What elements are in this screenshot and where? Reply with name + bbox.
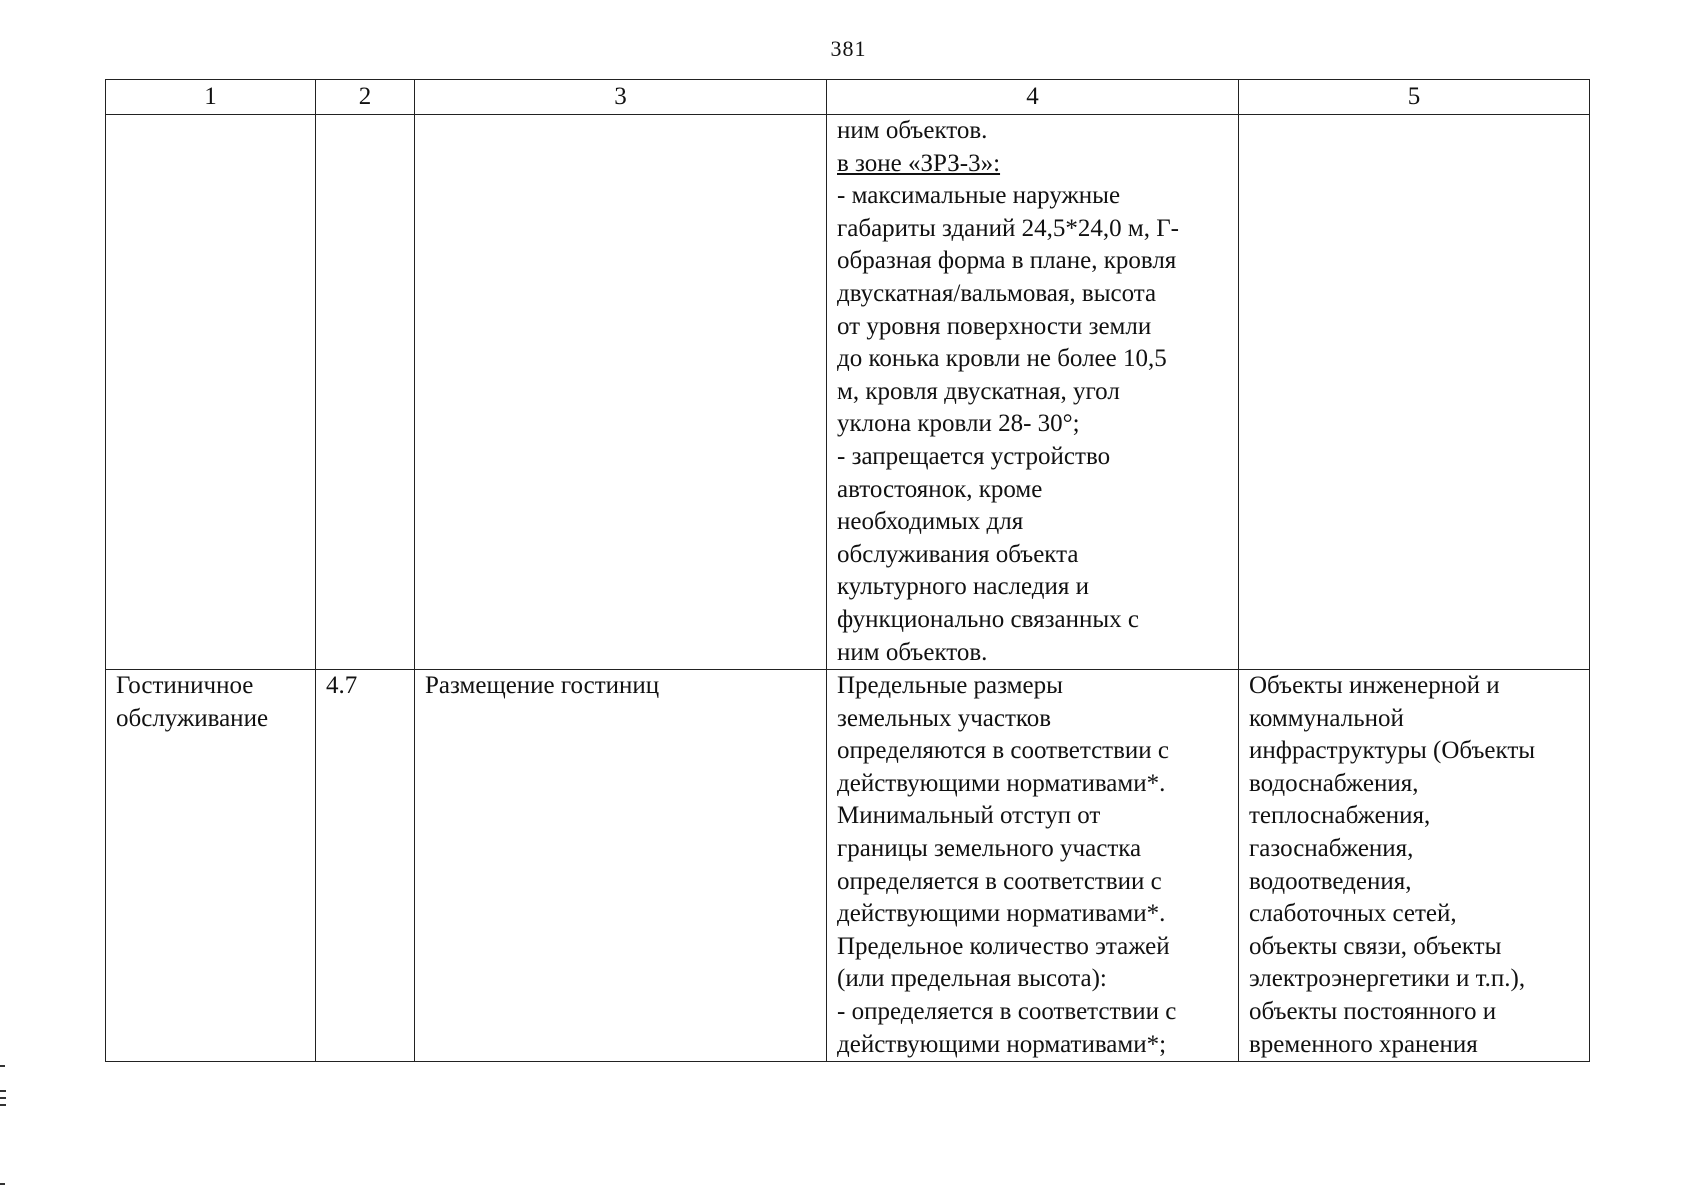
text-line: действующими нормативами*. (837, 769, 1166, 797)
column-header-2: 2 (316, 80, 415, 115)
auxiliary-uses-cell (1239, 670, 1590, 1062)
text-line: габариты зданий 24,5*24,0 м, Г- (837, 214, 1179, 242)
text-line: коммунальной (1249, 704, 1404, 732)
text-line: уклона кровли 28- 30°; (837, 410, 1080, 438)
text-line: земельных участков (837, 704, 1052, 732)
text-line: водоснабжения, (1249, 769, 1419, 797)
column-header-1: 1 (106, 80, 316, 115)
text-line: водоотведения, (1249, 867, 1412, 895)
text-line: временного хранения (1249, 1030, 1478, 1058)
text-line: границы земельного участка (837, 835, 1142, 863)
text-line: автостоянок, кроме (837, 475, 1043, 503)
text-line: определяется в соответствии с (837, 867, 1162, 895)
row1-col3-cell (415, 115, 827, 670)
column-header-5: 5 (1239, 80, 1590, 115)
text-line: ним объектов. (837, 638, 988, 666)
scan-mark (0, 1097, 6, 1099)
row1-col1-cell (106, 115, 316, 670)
text-line: электроэнергетики и т.п.), (1249, 965, 1526, 993)
column-number-row (106, 80, 1590, 115)
text-line: Объекты инженерной и (1249, 672, 1500, 700)
text-line: инфраструктуры (Объекты (1249, 737, 1536, 765)
text-line: ним объектов. (837, 117, 988, 144)
text-line: объекты связи, объекты (1249, 932, 1502, 960)
text-line: действующими нормативами*; (837, 1030, 1167, 1058)
code-cell: 4.7 (316, 670, 415, 1062)
text-line: до конька кровли не более 10,5 (837, 345, 1167, 373)
text-line: м, кровля двускатная, угол (837, 377, 1120, 405)
text-line: образная форма в плане, кровля (837, 247, 1177, 275)
scan-mark (0, 1104, 6, 1106)
text-line: необходимых для (837, 508, 1024, 536)
text-line: Минимальный отступ от (837, 802, 1101, 830)
zone-heading: в зоне «ЗРЗ-3»: (837, 149, 1001, 177)
text-line: действующими нормативами*. (837, 900, 1166, 928)
text-line: от уровня поверхности земли (837, 312, 1152, 340)
text-line: - максимальные наружные (837, 182, 1121, 210)
table-row (106, 670, 1590, 1062)
text-line: слаботочных сетей, (1249, 900, 1457, 928)
row1-col2-cell (316, 115, 415, 670)
text-line: Гостиничное (116, 672, 254, 700)
scan-mark (0, 1090, 6, 1092)
text-line: Предельное количество этажей (837, 932, 1170, 960)
text-line: обслуживание (116, 704, 269, 732)
column-header-3: 3 (415, 80, 827, 115)
text-line: определяются в соответствии с (837, 737, 1170, 765)
land-use-type-cell (106, 670, 316, 1062)
text-line: - запрещается устройство (837, 442, 1111, 470)
scan-mark (0, 1065, 5, 1067)
column-header-4: 4 (827, 80, 1239, 115)
regulations-table (105, 79, 1590, 1062)
page-number: 381 (830, 36, 867, 61)
description-cell: Размещение гостиниц (415, 670, 827, 1062)
text-line: обслуживания объекта (837, 540, 1079, 568)
text-line: объекты постоянного и (1249, 998, 1497, 1026)
text-line: (или предельная высота): (837, 965, 1107, 993)
text-line: теплоснабжения, (1249, 802, 1431, 830)
text-line: функционально связанных с (837, 605, 1140, 633)
text-line: культурного наследия и (837, 573, 1090, 601)
text-line: двускатная/вальмовая, высота (837, 279, 1157, 307)
text-line: Предельные размеры (837, 672, 1063, 700)
parameters-cell (827, 670, 1239, 1062)
row1-col4-cell (827, 115, 1239, 670)
scan-mark (0, 1183, 5, 1185)
text-line: газоснабжения, (1249, 835, 1414, 863)
row1-col5-cell (1239, 115, 1590, 670)
text-line: - определяется в соответствии с (837, 998, 1177, 1026)
table-row (106, 115, 1590, 670)
